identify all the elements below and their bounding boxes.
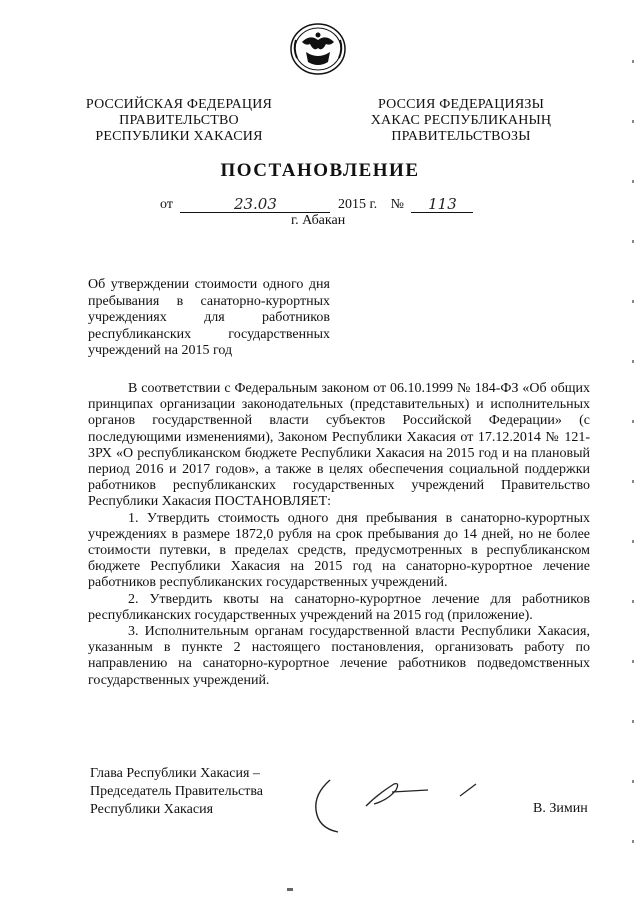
city-label: г. Абакан [291, 213, 346, 228]
handwritten-number: 113 [428, 195, 457, 213]
document-body [88, 381, 590, 689]
header-left-line-2: ПРАВИТЕЛЬСТВО [119, 113, 239, 128]
item-paragraph-1: 1. Утвердить стоимость одного дня пребывания в санаторно-курортных учреждениях в размере 1872,0 рубля на срок пребывания до 14 дней, но не более стоимости путевки, в пределах средств, предусмотренных в республиканском бюджете Республики Хакасия на 2015 год на санаторно-курортное лечение работников республиканских государственных учреждений. [88, 510, 590, 591]
coat-of-arms-icon [288, 22, 348, 76]
signatory-name: В. Зимин [533, 801, 588, 816]
signatory-line-2: Председатель Правительства [90, 784, 263, 799]
item-paragraph-2: 2. Утвердить квоты на санаторно-курортное лечение для работников республиканских государственных учреждений на 2015 год (приложение). [88, 591, 590, 623]
number-field [411, 195, 473, 213]
scan-edge-marks [632, 60, 636, 880]
signatory-line-1: Глава Республики Хакасия – [90, 766, 260, 781]
preamble-paragraph: В соответствии с Федеральным законом от 06.10.1999 № 184-ФЗ «Об общих принципах организации законодательных (представительных) и исполнительных органов государственной власти субъектов Российской Федерации» (с последующими изменениями), Законом Республики Хакасия от 17.12.2014 № 121-ЗРХ «О республиканском бюджете Республики Хакасия на 2015 год и на плановый период 2016 и 2017 годов», а также в целях обеспечения социальной поддержки работников республиканских государственных учреждений Правительство Республики Хакасия ПОСТАНОВЛЯЕТ: [88, 381, 590, 510]
header-left [85, 97, 273, 145]
year-label: 2015 г. [337, 197, 378, 212]
header-right [366, 97, 556, 145]
scan-artifact [287, 888, 293, 891]
header-left-line-1: РОССИЙСКАЯ ФЕДЕРАЦИЯ [85, 97, 273, 112]
header-left-line-3: РЕСПУБЛИКИ ХАКАСИЯ [95, 129, 263, 144]
item-paragraph-3: 3. Исполнительным органам государственной власти Республики Хакасия, указанным в пункте 2 настоящего постановления, организовать работу по направлению на санаторно-курортное лечение работников подведомственных государственных учреждений. [88, 624, 590, 688]
date-number-line [160, 195, 473, 213]
header-right-line-1: РОССИЯ ФЕДЕРАЦИЯЗЫ [377, 97, 545, 112]
header-right-line-3: ПРАВИТЕЛЬСТВОЗЫ [391, 129, 531, 144]
date-prefix: от [160, 197, 173, 212]
number-sign: № [390, 197, 404, 212]
date-field [180, 195, 330, 213]
header-right-line-2: ХАКАС РЕСПУБЛИКАНЫҢ [370, 113, 552, 128]
signatory-line-3: Республики Хакасия [90, 802, 214, 817]
signatory-position [90, 765, 263, 819]
handwritten-signature [308, 770, 488, 840]
handwritten-date: 23.03 [233, 195, 277, 213]
document-subject: Об утверждении стоимости одного дня пребывания в санаторно-курортных учреждениях для работников республиканских государственных учреждений на 2015 год [88, 277, 330, 358]
document-title: ПОСТАНОВЛЕНИЕ [220, 160, 420, 181]
